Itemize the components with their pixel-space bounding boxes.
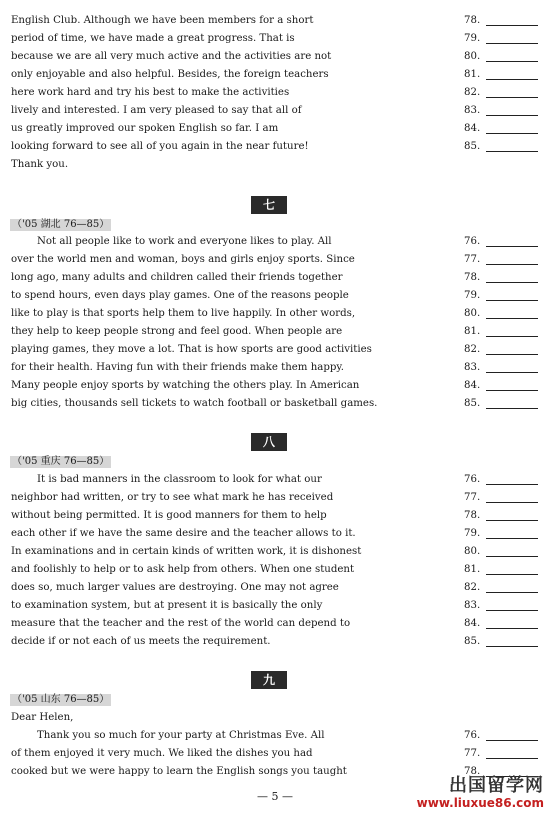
passage-line: for their health. Having fun with their friends make them happy. <box>11 362 345 373</box>
answer-blank[interactable] <box>464 121 542 137</box>
watermark-title: 出国留学网 <box>449 775 544 796</box>
answer-number: 85. <box>464 636 481 647</box>
exam-source-label: （'05 湖北 76—85） <box>12 219 110 230</box>
answer-number: 85. <box>464 141 481 152</box>
answer-blank[interactable] <box>464 306 542 322</box>
answer-blank[interactable] <box>464 324 542 340</box>
passage-line: and foolishly to help or to ask help from others. When one student <box>11 564 355 575</box>
answer-number: 83. <box>464 105 481 116</box>
answer-blank[interactable] <box>464 616 542 632</box>
answer-number: 78. <box>464 15 481 26</box>
answer-number: 84. <box>464 123 481 134</box>
page-number: — 5 — <box>257 790 293 803</box>
answer-blank[interactable] <box>464 508 542 524</box>
passage-line: because we are all very much active and the activities are not <box>11 51 332 62</box>
answer-number: 77. <box>464 492 481 503</box>
answer-number: 81. <box>464 564 481 575</box>
answer-blank[interactable] <box>464 544 542 560</box>
passage-line: decide if or not each of us meets the requirement. <box>11 636 271 647</box>
answer-blank[interactable] <box>464 360 542 376</box>
passage-line: In examinations and in certain kinds of written work, it is dishonest <box>11 546 362 557</box>
answer-blank[interactable] <box>464 49 542 65</box>
passage-line: does so, much larger values are destroying. One may not agree <box>11 582 339 593</box>
answer-number: 84. <box>464 380 481 391</box>
answer-blank[interactable] <box>464 13 542 29</box>
answer-number: 76. <box>464 730 481 741</box>
passage-line: without being permitted. It is good manners for them to help <box>11 510 327 521</box>
answer-blank[interactable] <box>464 270 542 286</box>
passage-line: playing games, they move a lot. That is how sports are good activities <box>11 344 372 355</box>
answer-blank[interactable] <box>464 252 542 268</box>
answer-blank[interactable] <box>464 562 542 578</box>
answer-blank[interactable] <box>464 378 542 394</box>
passage-line: Not all people like to work and everyone likes to play. All <box>37 236 332 247</box>
answer-number: 83. <box>464 362 481 373</box>
passage-line: period of time, we have made a great progress. That is <box>11 33 295 44</box>
passage-line: to examination system, but at present it is basically the only <box>11 600 323 611</box>
answer-blank[interactable] <box>464 288 542 304</box>
exam-source-label: （'05 山东 76—85） <box>12 694 110 705</box>
passage-line: us greatly improved our spoken English so far. I am <box>11 123 279 134</box>
letter-greeting: Dear Helen, <box>11 712 74 723</box>
answer-blank[interactable] <box>464 342 542 358</box>
passage-line: Many people enjoy sports by watching the others play. In American <box>11 380 360 391</box>
passage-line: each other if we have the same desire and the teacher allows to it. <box>11 528 356 539</box>
answer-blank[interactable] <box>464 103 542 119</box>
passage-line: over the world men and woman, boys and girls enjoy sports. Since <box>11 254 355 265</box>
passage-line: big cities, thousands sell tickets to watch football or basketball games. <box>11 398 378 409</box>
answer-number: 79. <box>464 528 481 539</box>
answer-number: 79. <box>464 290 481 301</box>
answer-number: 78. <box>464 272 481 283</box>
answer-number: 82. <box>464 582 481 593</box>
passage-line: English Club. Although we have been members for a short <box>11 15 314 26</box>
passage-line: cooked but we were happy to learn the English songs you taught <box>11 766 347 777</box>
passage-line: Thank you so much for your party at Christmas Eve. All <box>37 730 325 741</box>
exam-source-label: （'05 重庆 76—85） <box>12 456 110 467</box>
answer-number: 78. <box>464 766 481 777</box>
passage-line: looking forward to see all of you again in the near future! <box>11 141 309 152</box>
answer-blank[interactable] <box>464 396 542 412</box>
passage-line: they help to keep people strong and feel good. When people are <box>11 326 343 337</box>
answer-blank[interactable] <box>464 490 542 506</box>
answer-blank[interactable] <box>464 598 542 614</box>
answer-number: 77. <box>464 748 481 759</box>
answer-number: 79. <box>464 33 481 44</box>
passage-line: to spend hours, even days play games. One of the reasons people <box>11 290 349 301</box>
answer-number: 82. <box>464 87 481 98</box>
answer-number: 77. <box>464 254 481 265</box>
passage-line: of them enjoyed it very much. We liked the dishes you had <box>11 748 313 759</box>
answer-blank[interactable] <box>464 746 542 762</box>
answer-blank[interactable] <box>464 31 542 47</box>
passage-line: neighbor had written, or try to see what mark he has received <box>11 492 334 503</box>
section-number-badge: 八 <box>251 433 287 451</box>
passage-line: lively and interested. I am very pleased to say that all of <box>11 105 302 116</box>
passage-line: only enjoyable and also helpful. Besides, the foreign teachers <box>11 69 329 80</box>
answer-number: 85. <box>464 398 481 409</box>
passage-line: long ago, many adults and children called their friends together <box>11 272 343 283</box>
answer-blank[interactable] <box>464 67 542 83</box>
answer-number: 83. <box>464 600 481 611</box>
answer-blank[interactable] <box>464 139 542 155</box>
passage-line: It is bad manners in the classroom to look for what our <box>37 474 322 485</box>
answer-blank[interactable] <box>464 85 542 101</box>
answer-blank[interactable] <box>464 234 542 250</box>
answer-number: 80. <box>464 546 481 557</box>
passage-line: Thank you. <box>11 159 69 170</box>
answer-number: 80. <box>464 308 481 319</box>
section-number-badge: 七 <box>251 196 287 214</box>
passage-line: like to play is that sports help them to live happily. In other words, <box>11 308 356 319</box>
answer-number: 76. <box>464 236 481 247</box>
answer-blank[interactable] <box>464 526 542 542</box>
answer-number: 84. <box>464 618 481 629</box>
passage-line: measure that the teacher and the rest of the world can depend to <box>11 618 351 629</box>
section-number-badge: 九 <box>251 671 287 689</box>
answer-number: 81. <box>464 69 481 80</box>
answer-number: 82. <box>464 344 481 355</box>
answer-blank[interactable] <box>464 580 542 596</box>
answer-blank[interactable] <box>464 472 542 488</box>
passage-line: here work hard and try his best to make the activities <box>11 87 290 98</box>
answer-blank[interactable] <box>464 728 542 744</box>
answer-number: 76. <box>464 474 481 485</box>
answer-number: 78. <box>464 510 481 521</box>
answer-number: 80. <box>464 51 481 62</box>
answer-number: 81. <box>464 326 481 337</box>
answer-blank[interactable] <box>464 634 542 650</box>
watermark-url[interactable]: www.liuxue86.com <box>416 796 544 810</box>
site-watermark[interactable] <box>394 776 544 810</box>
